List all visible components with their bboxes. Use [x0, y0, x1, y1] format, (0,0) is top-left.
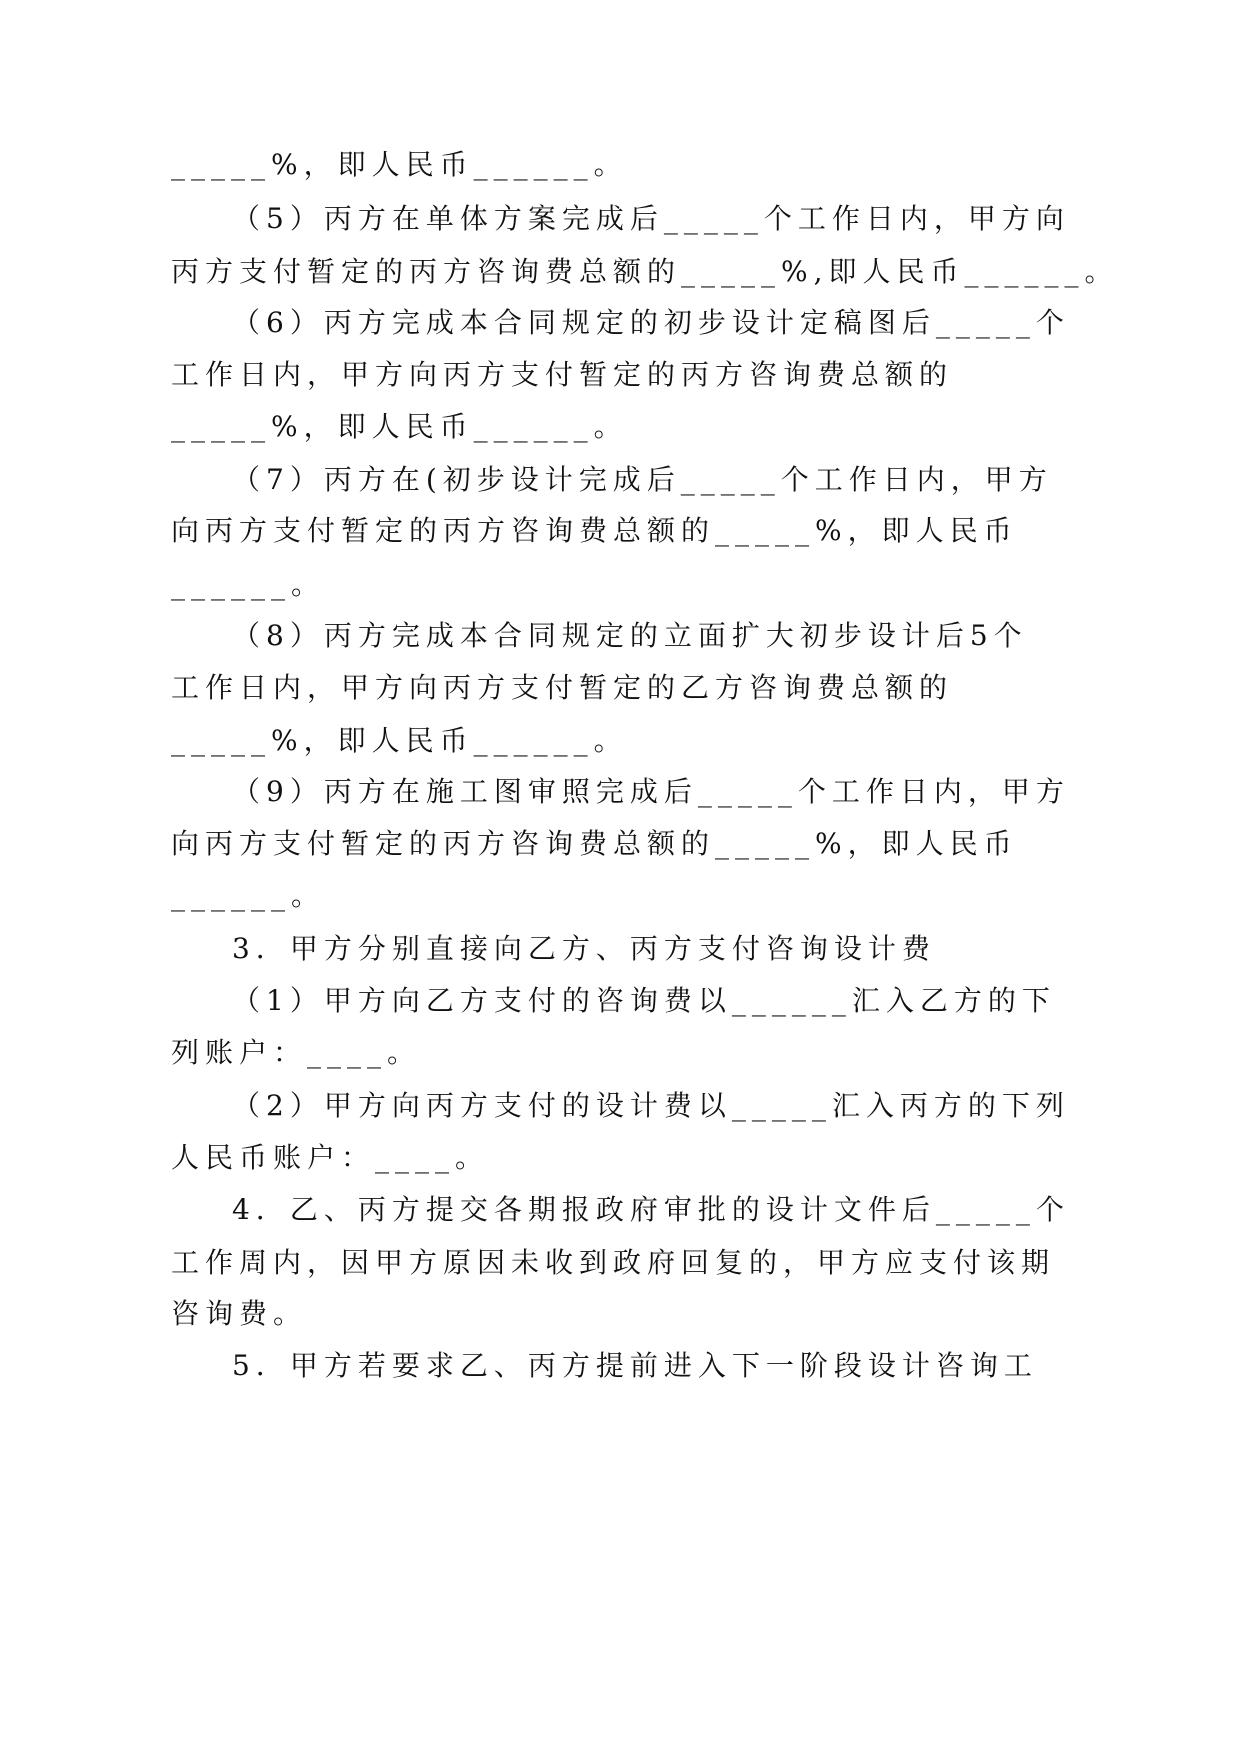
text-line: （9）丙方在施工图审照完成后_____个工作日内，甲方 — [232, 775, 1070, 808]
text-line: _____%，即人民币______。 — [171, 148, 628, 181]
text-line: ______。 — [171, 568, 326, 601]
text-line: （6）丙方完成本合同规定的初步设计定稿图后_____个 — [232, 306, 1070, 339]
text-line: 人民币账户：____。 — [171, 1141, 490, 1174]
text-line: （7）丙方在(初步设计完成后_____个工作日内，甲方 — [232, 463, 1053, 496]
text-line: 工作日内，甲方向丙方支付暂定的丙方咨询费总额的 — [171, 358, 954, 391]
text-line: 向丙方支付暂定的丙方咨询费总额的_____%，即人民币 — [171, 827, 1018, 860]
text-line: _____%，即人民币______。 — [171, 410, 628, 443]
text-line: （8）丙方完成本合同规定的立面扩大初步设计后5个 — [232, 619, 1028, 652]
text-line: （1）甲方向乙方支付的咨询费以______汇入乙方的下 — [232, 984, 1056, 1017]
text-line: _____%，即人民币______。 — [171, 724, 628, 757]
text-line: 4．乙、丙方提交各期报政府审批的设计文件后_____个 — [232, 1193, 1070, 1226]
text-line: 丙方支付暂定的丙方咨询费总额的_____%,即人民币______。 — [171, 255, 1119, 288]
text-line: 咨询费。 — [171, 1297, 308, 1330]
text-line: 工作日内，甲方向丙方支付暂定的乙方咨询费总额的 — [171, 671, 954, 704]
text-line: （2）甲方向丙方支付的设计费以_____汇入丙方的下列 — [232, 1089, 1070, 1122]
text-line: 工作周内，因甲方原因未收到政府回复的，甲方应支付该期 — [171, 1246, 1056, 1279]
text-line: （5）丙方在单体方案完成后_____个工作日内，甲方向 — [232, 202, 1070, 235]
text-line: 向丙方支付暂定的丙方咨询费总额的_____%，即人民币 — [171, 514, 1018, 547]
text-line: 3．甲方分别直接向乙方、丙方支付咨询设计费 — [232, 932, 936, 965]
text-line: ______。 — [171, 879, 326, 912]
text-line: 列账户：____。 — [171, 1036, 422, 1069]
text-line: 5．甲方若要求乙、丙方提前进入下一阶段设计咨询工 — [232, 1349, 1038, 1382]
